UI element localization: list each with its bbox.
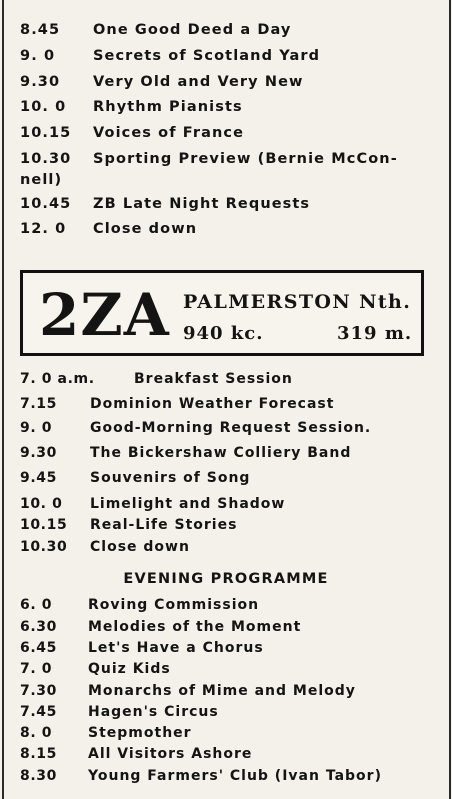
listing-time: 10. 0 (20, 496, 63, 512)
listing-title: Close down (93, 221, 198, 237)
listing-time: 9. 0 (20, 420, 53, 436)
listing-title: Roving Commission (88, 597, 260, 613)
listing-time: 7.30 (20, 683, 57, 699)
left-border-rule (2, 0, 4, 799)
listing-title: Good-Morning Request Session. (90, 420, 372, 436)
station-header-box (20, 270, 424, 356)
evening-programme-heading: EVENING PROGRAMME (123, 571, 329, 587)
listing-title: The Bickershaw Colliery Band (90, 445, 352, 461)
listing-time: 7. 0 (20, 661, 53, 677)
listing-title: Dominion Weather Forecast (90, 396, 335, 412)
listing-title: ZB Late Night Requests (93, 196, 311, 212)
listing-time: 6.45 (20, 640, 57, 656)
listing-title: Young Farmers' Club (Ivan Tabor) (88, 768, 382, 784)
listing-time: 12. 0 (20, 221, 67, 237)
station-wavelength: 319 m. (337, 323, 413, 344)
listing-time: 9.30 (20, 445, 57, 461)
listing-time: 10.15 (20, 125, 72, 141)
listing-title: Souvenirs of Song (90, 470, 251, 486)
station-call-sign: 2ZA (39, 281, 170, 349)
listing-time: 10.30 (20, 151, 72, 167)
listing-title: Melodies of the Moment (88, 619, 302, 635)
listing-time: 10.45 (20, 196, 72, 212)
listing-time: 8.45 (20, 22, 61, 38)
listing-time: 6. 0 (20, 597, 53, 613)
listing-time: 8.30 (20, 768, 57, 784)
listing-time: 9.45 (20, 470, 57, 486)
listing-title-continuation: nell) (20, 172, 63, 188)
listing-title: Close down (90, 539, 190, 555)
listing-time: 10. 0 (20, 99, 67, 115)
listing-time: 9. 0 (20, 48, 56, 64)
listing-time: 6.30 (20, 619, 57, 635)
listing-title: Breakfast Session (134, 371, 293, 387)
listing-time: 10.30 (20, 539, 68, 555)
listing-time: 7.45 (20, 704, 57, 720)
listing-title: Limelight and Shadow (90, 496, 286, 512)
listing-time: 7.15 (20, 396, 57, 412)
listing-title: Rhythm Pianists (93, 99, 243, 115)
listing-title: All Visitors Ashore (88, 746, 253, 762)
right-border-rule (449, 0, 451, 799)
listing-title: Real-Life Stories (90, 517, 238, 533)
listing-title: Stepmother (88, 725, 192, 741)
listing-title: Hagen's Circus (88, 704, 219, 720)
station-frequency: 940 kc. (183, 323, 264, 344)
listing-title: Sporting Preview (Bernie McCon- (93, 151, 398, 167)
listing-title: Voices of France (93, 125, 245, 141)
listing-time: 10.15 (20, 517, 68, 533)
listing-title: One Good Deed a Day (93, 22, 292, 38)
listing-time: 9.30 (20, 74, 61, 90)
listing-title: Let's Have a Chorus (88, 640, 264, 656)
listing-time: 7. 0 a.m. (20, 371, 95, 387)
listing-title: Secrets of Scotland Yard (93, 48, 321, 64)
station-city: PALMERSTON Nth. (183, 291, 412, 313)
listing-time: 8.15 (20, 746, 57, 762)
listing-title: Quiz Kids (88, 661, 171, 677)
listing-title: Very Old and Very New (93, 74, 304, 90)
listing-time: 8. 0 (20, 725, 53, 741)
listing-title: Monarchs of Mime and Melody (88, 683, 356, 699)
